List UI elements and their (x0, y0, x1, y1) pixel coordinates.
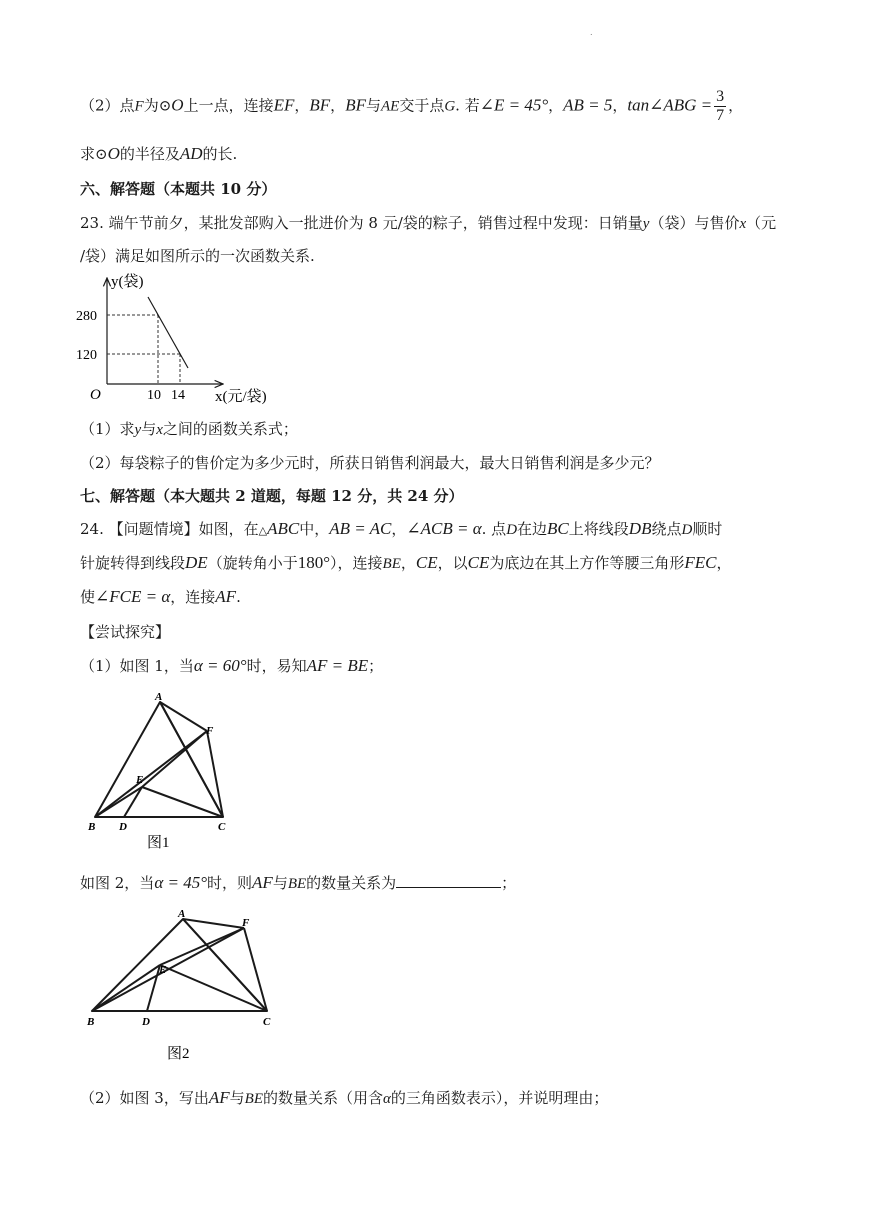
q24-line3: 使∠FCE = α，连接AF. (80, 587, 241, 606)
section-7-title: 七、解答题（本大题共 2 道题，每题 12 分，共 24 分） (80, 487, 464, 505)
fig1-label-e: E (136, 774, 144, 786)
function-line (148, 297, 188, 368)
figure-1 (86, 690, 246, 855)
q23-line1: 23. 端午节前夕，某批发部购入一批进价为 8 元/袋的粽子，销售过程中发现：日销量y（袋）与售价x（元 (80, 214, 777, 232)
figure-2-caption: 图2 (167, 1046, 190, 1062)
q24-try1: （1）如图 1，当α = 60°时，易知AF = BE； (80, 656, 384, 675)
y-axis-label: y(袋) (111, 274, 144, 290)
segment-ec (160, 965, 267, 1011)
origin-label: O (90, 387, 101, 403)
try-explore-title: 【尝试探究】 (80, 623, 171, 641)
segment-af (183, 919, 244, 928)
fig2-label-f: F (242, 917, 250, 929)
q22-part2-line1: （2）点F为⊙O上一点，连接EF，BF，BF与AE交于点G. 若∠E = 45°，AB = 5，tan∠ABG = $\frac{3}{7}$ ， (80, 88, 744, 124)
fig2-label-a: A (178, 908, 186, 920)
fig1-label-c: C (218, 821, 226, 833)
section-6-title: 六、解答题（本题共 10 分） (80, 180, 277, 198)
segment-be (95, 787, 142, 817)
q24-line1: 24. 【问题情境】如图，在△ABC中，AB = AC，∠ACB = α. 点D在边BC上将线段DB绕点D顺时 (80, 519, 723, 538)
fig1-label-b: B (88, 821, 96, 833)
fig2-label-e: E (159, 964, 167, 976)
segment-ec (142, 787, 223, 817)
y-tick-120: 120 (76, 348, 97, 363)
triangle-abc (95, 702, 223, 817)
q23-line2: /袋）满足如图所示的一次函数关系. (80, 247, 315, 265)
segment-ef (160, 928, 244, 965)
fig2-label-b: B (87, 1016, 95, 1028)
figure-1-caption: 图1 (147, 835, 170, 851)
q24-line2: 针旋转得到线段DE（旋转角小于180°），连接BE，CE，以CE为底边在其上方作等腰三角形FEC， (80, 553, 732, 572)
q22-part2-line2: 求⊙O的半径及AD的长. (80, 144, 238, 163)
tan-fraction: $\frac{3}{7}$ (716, 88, 725, 124)
segment-ef (142, 731, 207, 787)
q23-part1: （1）求y与x之间的函数关系式； (80, 420, 298, 438)
header-dot: . (590, 28, 593, 37)
q24-try2: 如图 2，当α = 45°时，则AF与BE的数量关系为 ； (80, 873, 517, 892)
x-tick-14: 14 (171, 388, 185, 403)
x-axis-label: x(元/袋) (215, 389, 267, 405)
fig2-label-c: C (263, 1016, 271, 1028)
fig1-label-d: D (119, 821, 127, 833)
figure-2 (86, 905, 286, 1070)
x-tick-10: 10 (147, 388, 161, 403)
fig2-label-d: D (142, 1016, 150, 1028)
y-tick-280: 280 (76, 309, 97, 324)
fig1-label-a: A (155, 691, 163, 703)
q24-part2: （2）如图 3，写出AF与BE的数量关系（用含α的三角函数表示），并说明理由； (80, 1088, 609, 1107)
q23-part2: （2）每袋粽子的售价定为多少元时，所获日销售利润最大，最大日销售利润是多少元？ (80, 454, 660, 472)
fig1-label-f: F (206, 725, 214, 737)
answer-blank[interactable] (396, 873, 501, 888)
q23-graph (76, 268, 280, 408)
